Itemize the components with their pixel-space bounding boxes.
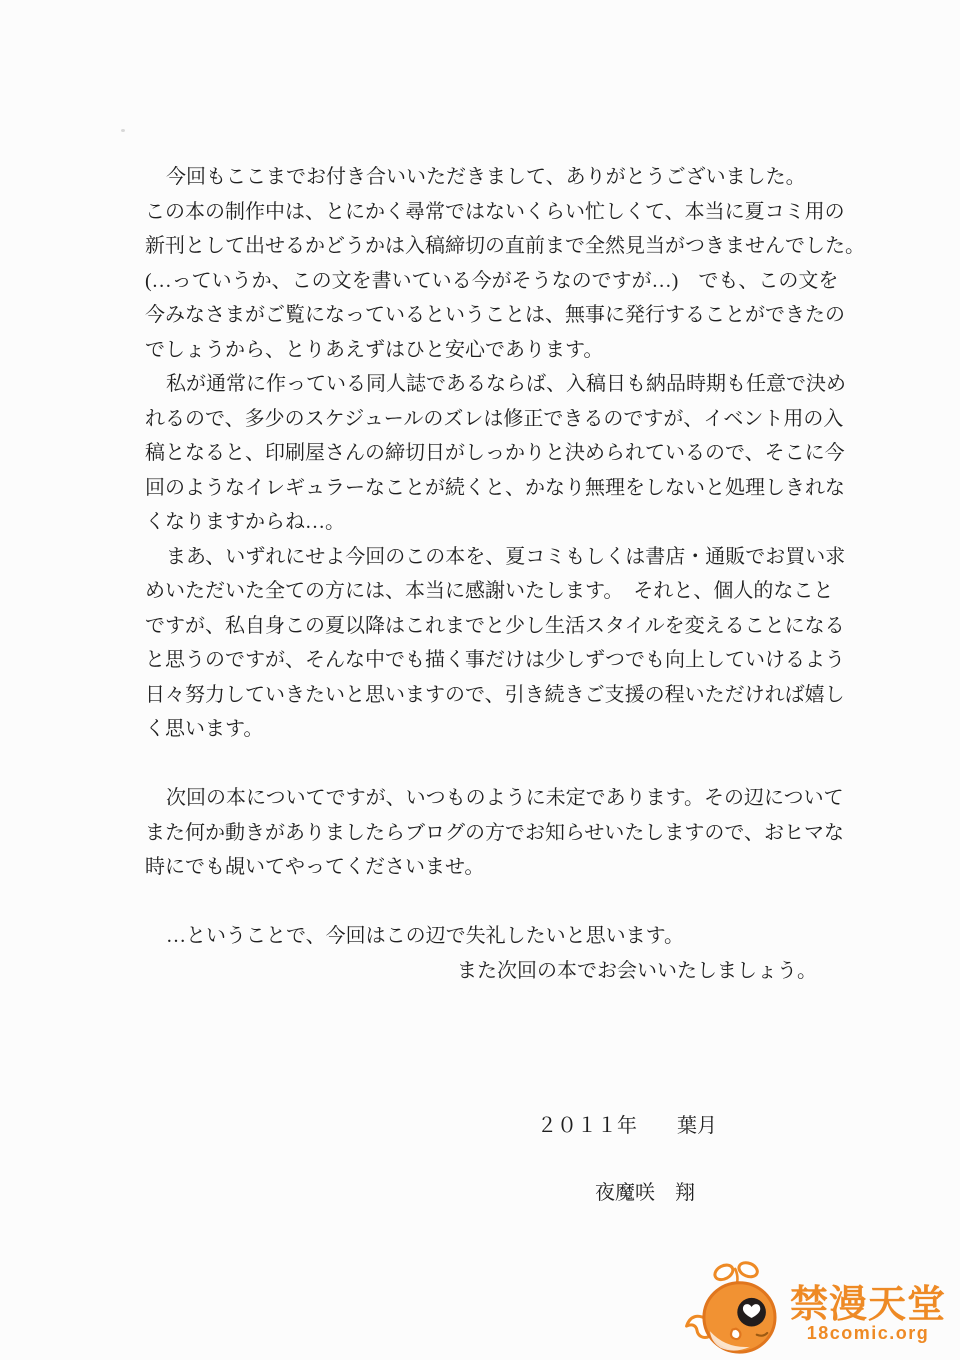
afterword-line: 稿となると、印刷屋さんの締切日がしっかりと決められているので、そこに今 xyxy=(145,442,845,464)
afterword-line: くなりますからね…。 xyxy=(145,511,345,533)
afterword-line: 時にでも覘いてやってくださいませ。 xyxy=(145,856,485,878)
afterword-line: でしょうから、とりあえずはひと安心であります。 xyxy=(145,338,604,361)
afterword-paragraph xyxy=(145,919,863,988)
afterword-line: く思います。 xyxy=(145,718,264,740)
afterword-line: 次回の本についてですが、いつものように未定であります。その辺について xyxy=(166,787,844,809)
afterword-text xyxy=(145,160,863,988)
watermark-site-url: 18comic.org xyxy=(806,1323,930,1343)
afterword-paragraph xyxy=(145,781,863,885)
afterword-line: …ということで、今回はこの辺で失礼したいと思います。 xyxy=(166,925,684,947)
afterword-line: また何か動きがありましたらブログの方でお知らせいたしますので、おヒマな xyxy=(145,821,844,844)
afterword-paragraph xyxy=(145,160,863,367)
watermark-site-name: 禁漫天堂 xyxy=(790,1284,947,1326)
afterword-line: この本の制作中は、とにかく尋常ではないくらい忙しくて、本当に夏コミ用の xyxy=(145,200,845,223)
afterword-line: 新刊として出せるかどうかは入稿締切の直前まで全然見当がつきませんでした。 xyxy=(145,235,865,257)
scan-speck xyxy=(121,129,125,132)
afterword-line: 私が通常に作っている同人誌であるならば、入稿日も納品時期も任意で決め xyxy=(166,373,846,395)
afterword-paragraph xyxy=(145,540,863,747)
watermark-logo xyxy=(684,1258,946,1356)
afterword-line: 日々努力していきたいと思いますので、引き続きご支援の程いただければ嬉し xyxy=(145,683,845,706)
afterword-line: 今みなさまがご覧になっているということは、無事に発行することができたの xyxy=(145,304,845,326)
afterword-line: 今回もここまでお付き合いいただきまして、ありがとうございました。 xyxy=(166,166,806,188)
afterword-line: と思うのですが、そんな中でも描く事だけは少しずつでも向上していけるよう xyxy=(145,649,845,671)
afterword-line: まあ、いずれにせよ今回のこの本を、夏コミもしくは書店・通販でお買い求 xyxy=(166,545,846,568)
whale-mascot-icon xyxy=(684,1258,788,1356)
afterword-line: れるので、多少のスケジュールのズレは修正できるのですが、イベント用の入 xyxy=(145,407,844,430)
watermark-text xyxy=(790,1286,946,1343)
afterword-line: 回のようなイレギュラーなことが続くと、かなり無理をしないと処理しきれな xyxy=(145,476,845,499)
afterword-line: めいただいた全ての方には、本当に感謝いたします。 それと、個人的なこと xyxy=(145,580,834,602)
publication-date: ２０１１年 葉月 xyxy=(537,1115,717,1137)
afterword-line: (…っていうか、この文を書いている今がそうなのですが…) でも、この文を xyxy=(145,269,839,292)
afterword-line: また次回の本でお会いいたしましょう。 xyxy=(457,959,817,982)
afterword-paragraph xyxy=(145,367,863,540)
afterword-line: ですが、私自身この夏以降はこれまでと少し生活スタイルを変えることになる xyxy=(145,614,845,637)
author-name: 夜魔咲 翔 xyxy=(595,1182,695,1204)
